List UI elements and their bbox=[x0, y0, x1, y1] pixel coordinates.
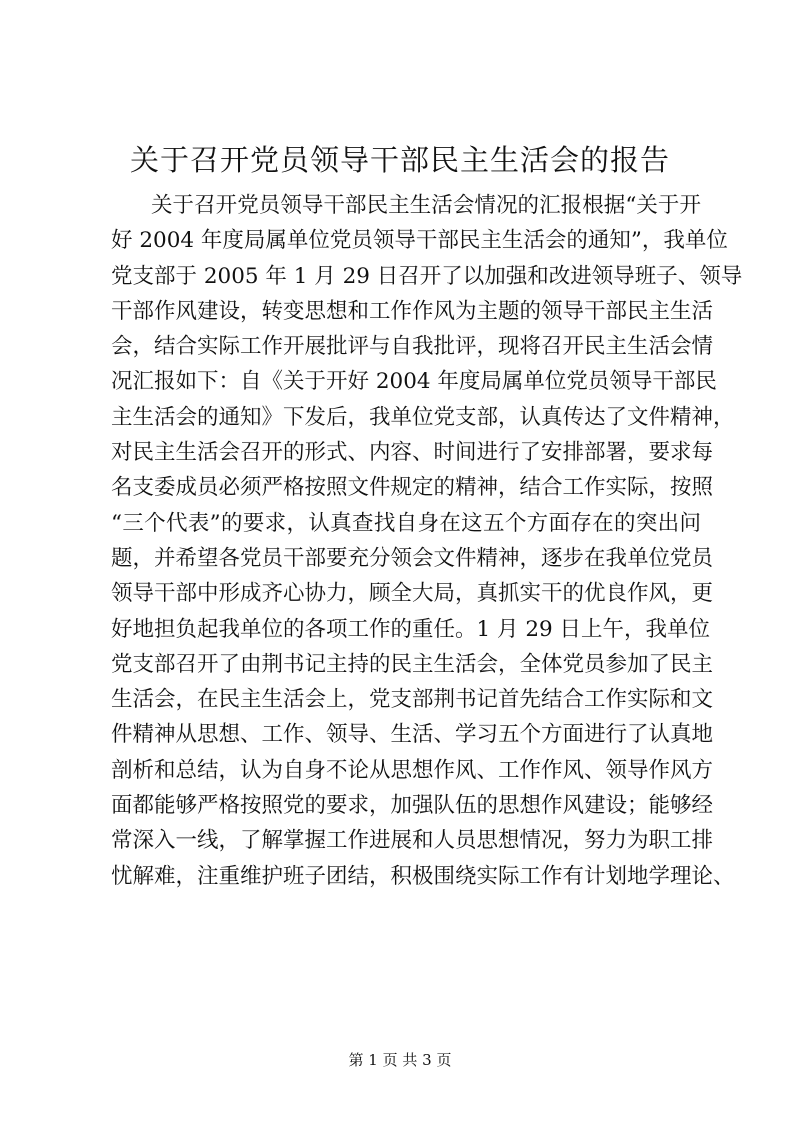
body-line: 好地担负起我单位的各项工作的重任。1 月 29 日上午，我单位 bbox=[111, 616, 711, 642]
body-line: 关于召开党员领导干部民主生活会情况的汇报根据“关于开 bbox=[151, 193, 701, 218]
body-line: 领导干部中形成齐心协力，顾全大局，真抓实干的优良作风，更 bbox=[111, 581, 714, 607]
body-line: 剖析和总结，认为自身不论从思想作风、工作作风、领导作风方 bbox=[111, 757, 714, 783]
body-line: 对民主生活会召开的形式、内容、时间进行了安排部署，要求每 bbox=[111, 440, 714, 466]
body-line: 名支委成员必须严格按照文件规定的精神，结合工作实际，按照 bbox=[111, 475, 714, 501]
body-line: 党支部于 2005 年 1 月 29 日召开了以加强和改进领导班子、领导 bbox=[111, 263, 743, 289]
document-body bbox=[111, 188, 743, 894]
document-title: 关于召开党员领导干部民主生活会的报告 bbox=[129, 143, 670, 177]
body-line: 生活会，在民主生活会上，党支部荆书记首先结合工作实际和文 bbox=[111, 687, 714, 713]
body-line: 面都能够严格按照党的要求，加强队伍的思想作风建设；能够经 bbox=[111, 793, 714, 819]
body-line: 党支部召开了由荆书记主持的民主生活会，全体党员参加了民主 bbox=[111, 651, 714, 677]
body-line: “三个代表”的要求，认真查找自身在这五个方面存在的突出问 bbox=[111, 510, 701, 536]
body-line: 件精神从思想、工作、领导、生活、学习五个方面进行了认真地 bbox=[111, 722, 714, 748]
body-line: 好 2004 年度局属单位党员领导干部民主生活会的通知”，我单位 bbox=[111, 228, 728, 254]
body-line: 况汇报如下：自《关于开好 2004 年度局属单位党员领导干部民 bbox=[111, 369, 717, 395]
body-line: 题，并希望各党员干部要充分领会文件精神，逐步在我单位党员 bbox=[111, 545, 714, 571]
body-line: 主生活会的通知》下发后，我单位党支部，认真传达了文件精神， bbox=[111, 404, 735, 430]
body-line: 会，结合实际工作开展批评与自我批评，现将召开民主生活会情 bbox=[111, 334, 714, 360]
body-line: 常深入一线，了解掌握工作进展和人员思想情况，努力为职工排 bbox=[111, 828, 714, 854]
body-line: 干部作风建设，转变思想和工作作风为主题的领导干部民主生活 bbox=[111, 298, 714, 324]
body-line: 忧解难，注重维护班子团结，积极围绕实际工作有计划地学理论、 bbox=[111, 863, 735, 889]
page-number-footer: 第 1 页 共 3 页 bbox=[348, 1051, 452, 1069]
